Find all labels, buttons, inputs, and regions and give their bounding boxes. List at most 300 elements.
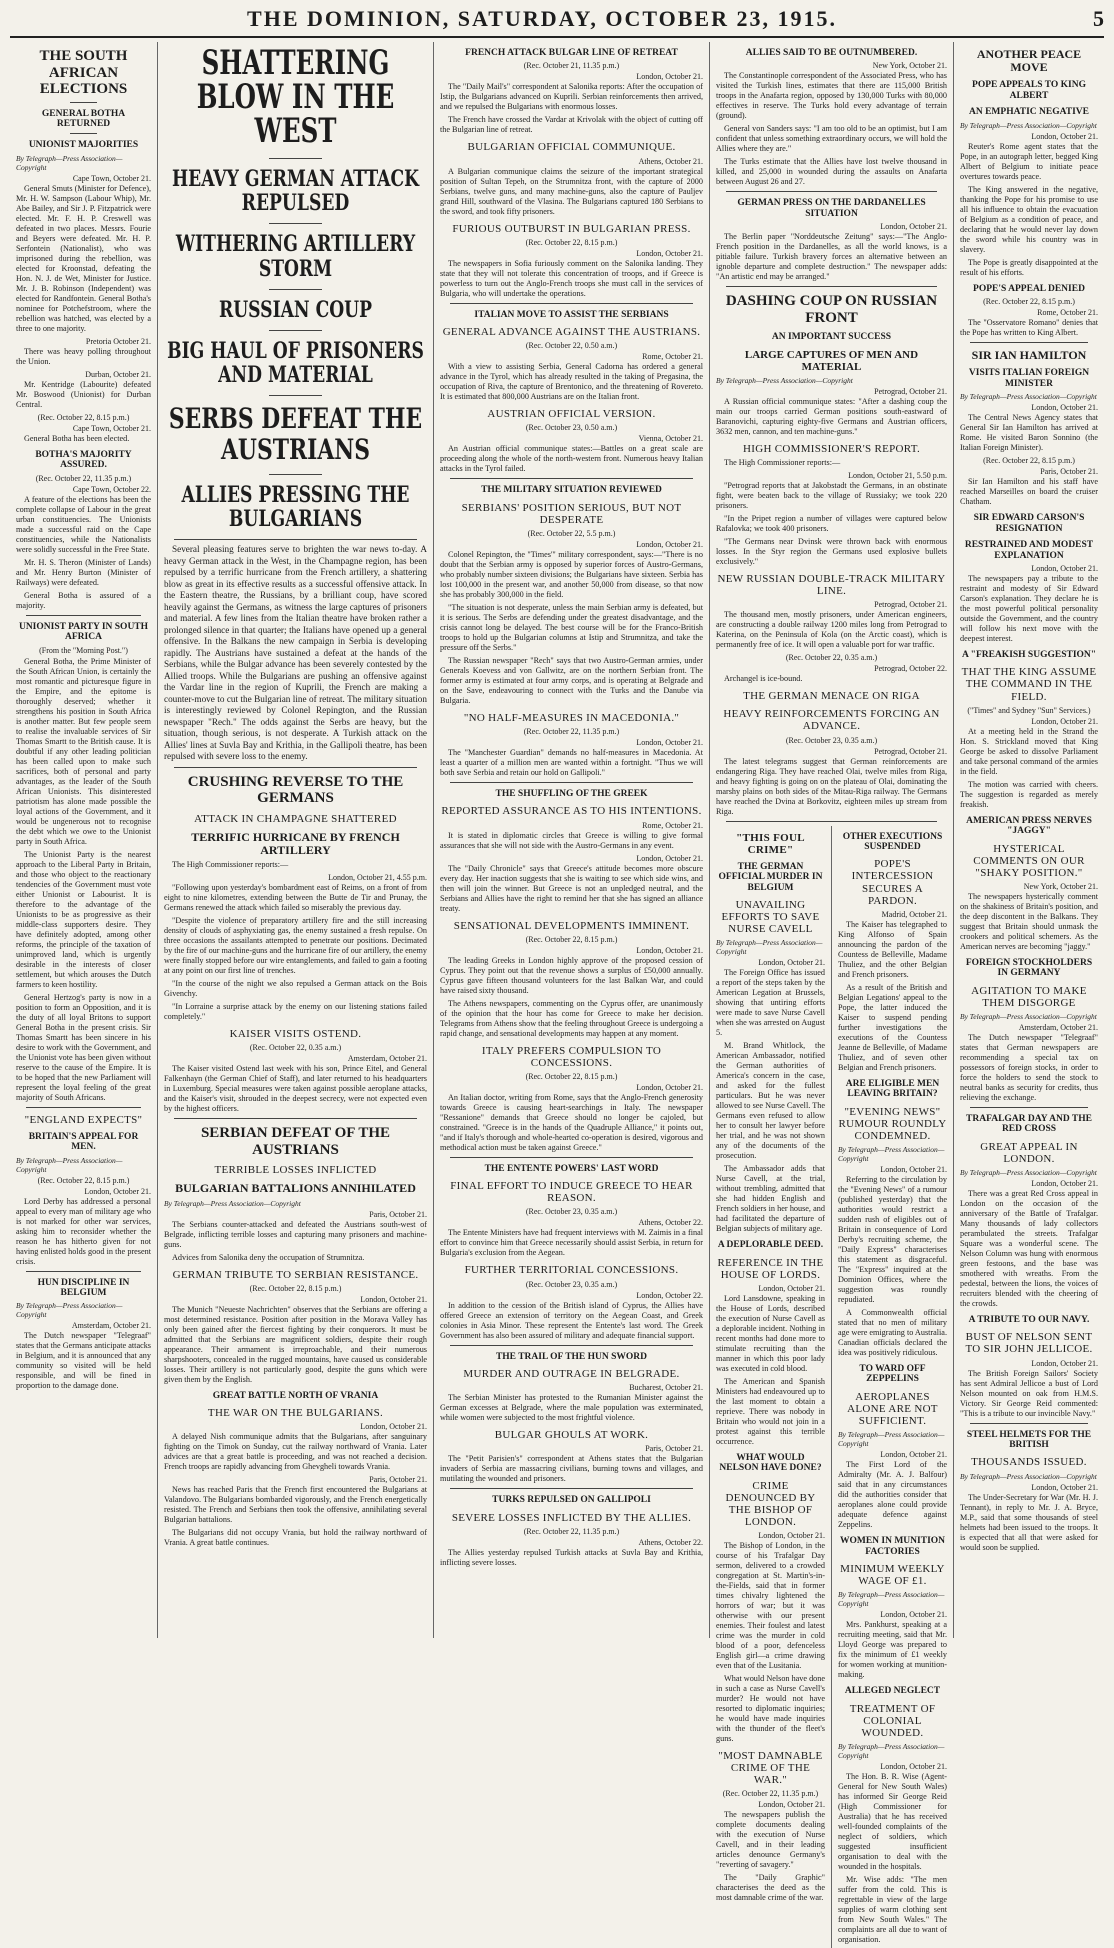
paragraph: "The Germans near Dvinsk were thrown back with enormous losses. In the Styr region the Germans used explosive bullets exclusively." bbox=[716, 537, 947, 567]
subhead: GREAT APPEAL IN LONDON. bbox=[980, 1140, 1078, 1165]
received-time: (Rec. October 23, 0.35 a.m.) bbox=[525, 1207, 618, 1217]
dateline: London, October 21. bbox=[1031, 131, 1098, 141]
paragraph: A Bulgarian communique claims the seizure of the important strategical position of Sultan Tepeh, on the Strumnitza front, with the capture of 2000 Serbians, twelve guns, and many machine-guns, also the capture of Pauljev grand Hill, southward of the Vlasina. The Bulgarians captured 180 Serbians to the sword, and took fifty prisoners. bbox=[440, 166, 703, 216]
subhead: AEROPLANES ALONE ARE NOT SUFFICIENT. bbox=[847, 1390, 938, 1427]
headline: OTHER EXECUTIONS SUSPENDED bbox=[842, 831, 943, 852]
paragraph: The Kaiser has telegraphed to King Alfonso of Spain announcing the pardon of the Countess de Belleville, Madame Thuliez, and the other Belgian and French prisoners. bbox=[838, 919, 947, 979]
deck: HEAVY GERMAN ATTACK REPULSED bbox=[171, 166, 420, 217]
subhead: "NO HALF-MEASURES IN MACEDONIA." bbox=[463, 711, 680, 724]
subhead: ATTACK IN CHAMPAGNE SHATTERED bbox=[194, 812, 397, 825]
dateline: London, October 21. bbox=[636, 72, 703, 82]
divider bbox=[174, 539, 417, 540]
paragraph: General Botha has been elected. bbox=[24, 433, 130, 443]
dateline: Petrograd, October 21. bbox=[874, 746, 947, 756]
divider bbox=[174, 1118, 417, 1119]
dateline: London, October 21. bbox=[758, 1800, 825, 1810]
headline: AMERICAN PRESS NERVES "JAGGY" bbox=[966, 815, 1092, 837]
paragraph: The thousand men, mostly prisoners, under American engineers, are constructing a double railway 1200 miles long from Petrograd to Katerina, on the Peninsula of Kola (on the Arctic coast), which is permanently free of ice. It will open a valuable port for war traffic. bbox=[716, 610, 947, 650]
paragraph: The Dutch newspaper "Telegraaf" states that German newspapers are recommending a special tax on possessors of foreign stocks, in order to force the holders to send the stock to neutral banks as security for credits, thus relieving the exchange. bbox=[960, 1032, 1098, 1102]
column-5 bbox=[954, 42, 1104, 1638]
main-headline: SHATTERING BLOW IN THE WEST bbox=[196, 43, 395, 151]
received-time: (Rec. October 22, 8.15 p.m.) bbox=[983, 456, 1075, 466]
divider bbox=[970, 1107, 1088, 1108]
received-time: (Rec. October 22, 11.35 p.m.) bbox=[35, 473, 132, 483]
subhead: BULGARIAN OFFICIAL COMMUNIQUE. bbox=[467, 141, 676, 154]
column-4 bbox=[710, 42, 954, 1944]
received-time: (Rec. October 23, 0.35 a.m.) bbox=[525, 1279, 618, 1289]
dateline: Paris, October 21. bbox=[645, 1444, 703, 1454]
headline: A "FREAKISH SUGGESTION" bbox=[961, 649, 1097, 660]
divider bbox=[726, 821, 937, 822]
subhead: AGITATION TO MAKE THEM DISGORGE bbox=[971, 984, 1087, 1009]
paragraph: The British Foreign Sailors' Society has sent Admiral Jellicoe a bust of Lord Nelson mounted on oak from H.M.S. Victory. Sir George Reid commented: "This is a tribute to our invincible Navy." bbox=[960, 1368, 1098, 1418]
paragraph: The newspapers publish the complete documents dealing with the execution of Nurse Cavell, and in their leading articles denounce Germany's "reverting of savagery." bbox=[716, 1810, 825, 1870]
paragraph: "In the Pripet region a number of villages were captured below Rafalovka; we took 400 prisoners. bbox=[716, 514, 947, 534]
dateline: London, October 21. bbox=[360, 1422, 427, 1432]
paragraph: What would Nelson have done in such a case as Nurse Cavell's murder? He would not have resorted to diplomatic inquiries; he would have made inquiries with the thunder of the fleet's guns. bbox=[716, 1674, 825, 1744]
wire-credit: By Telegraph—Press Association—Copyright bbox=[838, 1430, 945, 1449]
divider bbox=[450, 1488, 693, 1489]
subhead: AN IMPORTANT SUCCESS bbox=[771, 332, 892, 343]
dateline: Amsterdam, October 21. bbox=[347, 1054, 427, 1064]
paragraph: Advices from Salonika deny the occupation of Strumnitza. bbox=[172, 1252, 365, 1262]
paragraph: An Austrian official communique states:—Battles on a great scale are proceeding along the whole of the north-western front. Numerous heavy Italian attacks in the Tyrol failed. bbox=[440, 444, 703, 474]
paragraph: "Following upon yesterday's bombardment east of Reims, on a front of from eight to nine kilometres, extending between the Butte de Tir and Prunay, the Germans renewed the attack which failed so miserably the previous day. bbox=[164, 883, 427, 913]
executions-column bbox=[831, 826, 947, 1948]
dateline: Bucharest, October 21. bbox=[629, 1383, 703, 1393]
paragraph: Lord Derby has addressed a personal appeal to every man of military age who is not marked for other war services, asking him to reconsider whether the reason he has hitherto given for not having enlisted holds good in the present crisis. bbox=[16, 1196, 151, 1266]
subhead: SENSATIONAL DEVELOPMENTS IMMINENT. bbox=[453, 919, 690, 932]
divider bbox=[450, 782, 693, 783]
paragraph: The "Osservatore Romano" denies that the Pope has written to King Albert. bbox=[960, 318, 1098, 338]
received-time: (Rec. October 22, 0.35 a.m.) bbox=[249, 1043, 342, 1053]
headline: ITALIAN MOVE TO ASSIST THE SERBIANS bbox=[474, 309, 669, 320]
paragraph: General von Sanders says: "I am too old to be an optimist, but I am confident that unless something extraordinary occurs, we will hold the Allies where they are." bbox=[716, 124, 947, 154]
dateline: Pretoria October 21. bbox=[85, 336, 151, 346]
dateline: Petrograd, October 21. bbox=[874, 386, 947, 396]
received-time: (Rec. October 23, 0.35 a.m.) bbox=[785, 735, 878, 745]
received-time: (Rec. October 22, 8.15 p.m.) bbox=[37, 412, 130, 422]
paragraph: As a result of the British and Belgian Legations' appeal to the Pope, the latter induced the Kaiser to suspend pending further investigations the executions of the Countess Jeanne de Belleville, of Madame Thuliez, and of seven other Belgian and French prisoners. bbox=[838, 982, 947, 1072]
paragraph: The "Daily Chronicle" says that Greece's attitude becomes more obscure every day. Her inaction suggests that she is waiting to see which side wins, and then will join the winner. But Greece is not an unpledged neutral, and the Serbians and Allies have the right to remind her that she has signed an alliance treaty. bbox=[440, 863, 703, 913]
divider bbox=[70, 133, 97, 134]
subhead: POPE'S APPEAL DENIED bbox=[973, 283, 1085, 294]
paragraph: The latest telegrams suggest that German reinforcements are endangering Riga. They have reached Olai, twelve miles from Riga, and heavy fighting is going on on the plateau of Olai, dominating the marshy plains on both sides of the Mitau-Riga railway. The Germans have reached the Dvina at Borkovitz, eighteen miles up stream from Riga. bbox=[716, 756, 947, 816]
received-time: (Rec. October 22, 8.15 p.m.) bbox=[525, 1071, 618, 1081]
paragraph: The Kaiser visited Ostend last week with his son, Prince Eitel, and General Falkenhayn (the German Chief of Staff), and later returned to his headquarters in Luxemburg. Special measures were taken against possible aeroplane attacks, and the Kaiser's visit, shrouded in the deepest secrecy, were not expected even by the highest officers. bbox=[164, 1064, 427, 1114]
dateline: London, October 21. bbox=[636, 248, 703, 258]
divider bbox=[726, 191, 937, 192]
received-time: (Rec. October 22, 11.35 p.m.) bbox=[523, 1526, 620, 1536]
divider bbox=[174, 767, 417, 768]
subhead: UNIONIST MAJORITIES bbox=[28, 140, 139, 151]
subhead: THAT THE KING ASSUME THE COMMAND IN THE FIELD. bbox=[961, 666, 1097, 703]
paragraph: With a view to assisting Serbia, General Cadorna has ordered a general advance in the Tyrol, which has already resulted in the taking of Pregasina, the occupation of Riva, the capture of Brentonico, and the threatening of Rovereto. It is estimated that 800,000 Austrians are on the Italian front. bbox=[440, 362, 703, 402]
subhead: LARGE CAPTURES OF MEN AND MATERIAL bbox=[744, 348, 919, 373]
paragraph: The American and Spanish Ministers had endeavoured up to the last moment to obtain a reprieve. There was nobody in Britain who would not join in a protest against this terrible occurrence. bbox=[716, 1376, 825, 1446]
paragraph: The King answered in the negative, thanking the Pope for his promise to use all his influence to obtain the evacuation of Belgium as a condition of peace, and declaring that he would never lay down the sword while his country was in slavery. bbox=[960, 184, 1098, 254]
subhead: ITALY PREFERS COMPULSION TO CONCESSIONS. bbox=[481, 1044, 662, 1069]
paragraph: The Russian newspaper "Rech" says that two Austro-German armies, under Generals Koevess and von Gallwitz, are on the northern Serbian front. The former army is estimated at four army corps, and is operating at Belgrade and on the Save, endeavouring to connect with the Turks and the Danube via Bulgaria. bbox=[440, 655, 703, 705]
divider bbox=[269, 223, 322, 224]
wire-credit: By Telegraph—Press Association—Copyright bbox=[16, 1155, 123, 1174]
headline: THE TRAIL OF THE HUN SWORD bbox=[495, 1351, 648, 1362]
paragraph: Mr. Wise adds: "The men suffer from the cold. This is regrettable in view of the large supplies of warm clothing sent from New South Wales." The complaints are all due to want of organisation. bbox=[838, 1874, 947, 1944]
headline: TURKS REPULSED ON GALLIPOLI bbox=[492, 1495, 651, 1506]
wire-credit: By Telegraph—Press Association—Copyright bbox=[838, 1741, 945, 1760]
subhead: HEAVY REINFORCEMENTS FORCING AN ADVANCE. bbox=[723, 708, 940, 733]
subhead: FINAL EFFORT TO INDUCE GREECE TO HEAR REASON. bbox=[450, 1180, 693, 1205]
paragraph: "In Lorraine a surprise attack by the enemy on our listening stations failed completely." bbox=[164, 1002, 427, 1022]
masthead bbox=[10, 6, 1104, 38]
paragraph: A delayed Nish communique admits that the Bulgarians, after sanguinary fighting on the Timok on Sunday, cut the railway northward of Vrania. Later advices are that a great battle is proceeding, and was not reached a decision. French troops are rapidly advancing from Ghevgheli towards Vrania. bbox=[164, 1432, 427, 1472]
page-number: 5 bbox=[1093, 6, 1104, 31]
paragraph: The "Daily Mail's" correspondent at Salonika reports: After the occupation of Istip, the Bulgarians advanced on Kuprili. Serbian reinforcements then arrived, and we repulsed the Bulgarians with enormous losses. bbox=[440, 82, 703, 112]
divider bbox=[450, 478, 693, 479]
paragraph: "Petrograd reports that at Jakobstadt the Germans, in an obstinate fight, were beaten back to the village of Russiaky; we took 220 prisoners. bbox=[716, 481, 947, 511]
dateline: New York, October 21. bbox=[872, 61, 947, 71]
column-2 bbox=[158, 42, 434, 1638]
received-time: (Rec. October 22, 8.15 p.m.) bbox=[249, 1283, 342, 1293]
received-time: (Rec. October 21, 11.35 p.m.) bbox=[523, 61, 620, 71]
paragraph: The "Manchester Guardian" demands no half-measures in Macedonia. At least a quarter of a million men are wanted within a fortnight. "Thus we will both save Serbia and retain our hold on Gallipoli." bbox=[440, 747, 703, 777]
paragraph: The High Commissioner reports:— bbox=[724, 458, 841, 468]
headline: CRUSHING REVERSE TO THE GERMANS bbox=[187, 773, 404, 807]
received-time: (Rec. October 23, 0.50 a.m.) bbox=[525, 423, 618, 433]
dateline: Paris, October 21. bbox=[1040, 467, 1098, 477]
paragraph: The Allies yesterday repulsed Turkish attacks at Suvla Bay and Krithia, inflicting severe losses. bbox=[440, 1547, 703, 1567]
subhead: GENERAL BOTHA RETURNED bbox=[41, 108, 126, 129]
dateline: London, October 21. bbox=[880, 222, 947, 232]
headline: "THIS FOUL CRIME" bbox=[736, 831, 805, 856]
dateline: London, October 21. bbox=[880, 1761, 947, 1771]
dateline: London, October 21, 5.50 p.m. bbox=[848, 471, 947, 481]
paragraph: The motion was carried with cheers. The suggestion is regarded as merely freakish. bbox=[960, 779, 1098, 809]
subhead: "MOST DAMNABLE CRIME OF THE WAR." bbox=[718, 1750, 823, 1787]
subhead: TERRIBLE LOSSES INFLICTED bbox=[214, 1164, 377, 1177]
paragraph: The newspapers hysterically comment on the shakiness of Britain's position, and the deep discontent in the Balkans. They suggest that Britain should unmask the crookers and political schemers. As the American nerves are becoming "jaggy." bbox=[960, 891, 1098, 951]
paragraph: The Ambassador adds that Nurse Cavell, at the trial, without trembling, admitted that she had hidden English and French soldiers in her house, and had facilitated the departure of Belgian subjects of military age. bbox=[716, 1164, 825, 1234]
dateline: London, October 21. bbox=[880, 1610, 947, 1620]
divider bbox=[70, 102, 97, 103]
wire-credit: By Telegraph—Press Association—Copyright bbox=[838, 1590, 945, 1609]
divider bbox=[269, 395, 322, 396]
dateline: London, October 21. bbox=[758, 1531, 825, 1541]
columns bbox=[10, 42, 1104, 1944]
headline: ARE ELIGIBLE MEN LEAVING BRITAIN? bbox=[845, 1078, 940, 1100]
paragraph: At a meeting held in the Strand the Hon. S. Strickland moved that King George be asked to dissolve Parliament and take personal command of the armies in the field. bbox=[960, 726, 1098, 776]
subhead: CRIME DENOUNCED BY THE BISHOP OF LONDON. bbox=[725, 1479, 816, 1529]
dateline: Cape Town, October 21. bbox=[72, 423, 151, 433]
paragraph: There was heavy polling throughout the Union. bbox=[16, 346, 151, 366]
headline: THE SOUTH AFRICAN ELECTIONS bbox=[39, 48, 128, 97]
subhead: NEW RUSSIAN DOUBLE-TRACK MILITARY LINE. bbox=[717, 573, 946, 598]
paragraph: "The situation is not desperate, unless the main Serbian army is defeated, but it is serious. The Serbs are defending under the greatest disadvantage, and the crisis cannot long be delayed. The best course will be for the Franco-British troops to hold up the Bulgarian columns at Istip and Strumnitza, and take the pressure off the Serbs." bbox=[440, 602, 703, 652]
subhead: GENERAL ADVANCE AGAINST THE AUSTRIANS. bbox=[442, 326, 701, 339]
paragraph: The Central News Agency states that General Sir Ian Hamilton has arrived at Rome. He visited Baron Sonnino (the Italian Foreign Minister). bbox=[960, 413, 1098, 453]
paragraph: The newspapers in Sofia furiously comment on the Salonika landing. They state that they will not tolerate this concentration of troops, and if Greece is powerless to turn out the Anglo-French troops she must call in the services of Bulgaria, who will undertake the operations. bbox=[440, 258, 703, 298]
wire-credit: By Telegraph—Press Association—Copyright bbox=[716, 938, 823, 957]
paragraph: M. Brand Whitlock, the American Ambassador, notified the German authorities of America's concern in the case, and asked for the fullest particulars. But he was never allowed to see Nurse Cavell. The Germans even refused to allow her to consult her lawyer before her trial, and he was not shown any of the documents of the prosecution. bbox=[716, 1041, 825, 1161]
dateline: London, October 21, 4.55 p.m. bbox=[328, 873, 427, 883]
paragraph: The Bulgarians did not occupy Vrania, but hold the railway northward of Vrania. A great battle continues. bbox=[164, 1528, 427, 1548]
subhead: A DEPLORABLE DEED. bbox=[717, 1240, 824, 1251]
dateline: Amsterdam, October 21. bbox=[71, 1321, 151, 1331]
split-section bbox=[716, 826, 947, 1948]
subhead: TREATMENT OF COLONIAL WOUNDED. bbox=[849, 1702, 936, 1739]
headline: ANOTHER PEACE MOVE bbox=[976, 47, 1082, 75]
dateline: London, October 22. bbox=[636, 1290, 703, 1300]
lead-summary bbox=[164, 544, 427, 763]
dateline: London, October 21. bbox=[636, 539, 703, 549]
divider bbox=[269, 330, 322, 331]
headline: STEEL HELMETS FOR THE BRITISH bbox=[966, 1429, 1092, 1450]
paragraph: The "Petit Parisien's" correspondent at Athens states that the Bulgarian invaders of Serbia are massacring civilians, burning towns and villages, and mutilating the wounded and prisoners. bbox=[440, 1454, 703, 1484]
cavell-column bbox=[716, 826, 825, 1948]
source-note: (From the "Morning Post.") bbox=[39, 645, 128, 655]
dateline: Vienna, October 21. bbox=[638, 434, 703, 444]
divider bbox=[26, 615, 141, 616]
divider bbox=[269, 474, 322, 475]
dateline: London, October 21. bbox=[1031, 716, 1098, 726]
subhead: KAISER VISITS OSTEND. bbox=[229, 1028, 362, 1041]
paragraph: The Bishop of London, in the course of his Trafalgar Day sermon, delivered to a crowded congregation at St. Martin's-in-the-Fields, said that in former times chivalry lightened the horrors of war; but it was otherwise with our present enemies. Their foulest and latest crime was the murder in cold blood of a poor, defenceless English girl—a crime drawing even that of the Lusitania. bbox=[716, 1541, 825, 1671]
headline: "ENGLAND EXPECTS" bbox=[24, 1113, 143, 1126]
paragraph: A feature of the elections has been the complete collapse of Labour in the great urban constituencies. The Unionists made a successful raid on the Cape constituencies, while the Nationalists were solidly successful in the Free State. bbox=[16, 494, 151, 554]
paragraph: General Smuts (Minister for Defence), Mr. H. W. Sampson (Labour Whip), Mr. Abe Bailey, and Sir J. P. Fitzpatrick were elected. Mr. F. H. P. Creswell was defeated in two places. Messrs. Fourie and Beyers were defeated. Mr. H. P. Serfontein (Nationalist), who was imprisoned during the rebellion, was elected for Kroonstad, defeating the Hon. N. J. de Wet, Minister for Justice. Mr. J. B. Robinson (Independent) was elected for Randfontein. General Botha's nominee for Potchefstroom, where the rebellion was hatched, was elected by a three to one majority. bbox=[16, 183, 151, 333]
paragraph: The Entente Ministers have had frequent interviews with M. Zaimis in a final effort to convince him that Greece necessarily should assist Serbia, in return for Bulgaria's exclusion from the Aegean. bbox=[440, 1228, 703, 1258]
subhead: TERRIFIC HURRICANE BY FRENCH ARTILLERY bbox=[191, 829, 400, 858]
dateline: London, October 21. bbox=[1031, 1178, 1098, 1188]
subhead: FURTHER TERRITORIAL CONCESSIONS. bbox=[464, 1264, 679, 1277]
paragraph: Several pleasing features serve to brighten the war news to-day. A heavy German attack in the West, in the Champagne region, has been repulsed by a terrific hurricane from the French artillery, a shattering blow as great in its effective results as a successful offensive attack. In the Eastern theatre, the Russians, by a brilliant coup, have scored heavily against the Germans, as witness the large captures of prisoners and material. A few lines from the Italian theatre have broken rather a prolonged silence in that quarter; the Italians have opened up a general offensive. In the Balkans the new campaign in Serbia is developing rapidly. The Austrians have sustained a defeat at the hands of the Serbians, while the Bulgar advance has been severely contested by the Allied troops. While the Bulgarians are pushing an offensive against the Vardar line in the region of Kuprili, the French are making a counter-move to cut the Bulgarian line of retreat. The military situation is interestingly reviewed by Colonel Repington, and the Russian newspaper "Rech." The odds against the Serbs are heavy, but the situation, though serious, is not desperate. A Turkish attack on the Allies' lines at Suvla Bay and Krithia, in the Gallipoli theatre, has been repulsed with severe loss to the enemy. bbox=[164, 544, 427, 762]
paragraph: The Serbian Minister has protested to the Rumanian Minister against the German excesses at Belgrade, where the male population was exterminated, while women were subjected to the most frightful violence. bbox=[440, 1393, 703, 1423]
paragraph: The Turks estimate that the Allies have lost twelve thousand in killed, and 25,000 in wounded during the assaults on Anafarta between August 26 and 27. bbox=[716, 157, 947, 187]
headline: WOMEN IN MUNITION FACTORIES bbox=[839, 1536, 946, 1557]
dateline: London, October 21. bbox=[636, 945, 703, 955]
subhead: POPE'S INTERCESSION SECURES A PARDON. bbox=[851, 858, 934, 907]
paragraph: News has reached Paris that the French first encountered the Bulgarians at Valandovo. The Bulgarians bombarded vigorously, and the French energetically resisted. The French and Serbians then took the offensive, annihilating several Bulgarian battalions. bbox=[164, 1485, 427, 1525]
subhead: GREAT BATTLE NORTH OF VRANIA bbox=[212, 1390, 379, 1401]
subhead: SERBIANS' POSITION SERIOUS, BUT NOT DESPERATE bbox=[461, 501, 682, 526]
subhead: FURIOUS OUTBURST IN BULGARIAN PRESS. bbox=[452, 222, 691, 235]
dateline: Petrograd, October 21. bbox=[874, 600, 947, 610]
received-time: (Rec. October 22, 8.15 p.m.) bbox=[37, 1175, 130, 1185]
subhead: RESTRAINED AND MODEST EXPLANATION bbox=[964, 540, 1094, 561]
dateline: London, October 21. bbox=[1031, 1358, 1098, 1368]
dateline: Athens, October 22. bbox=[638, 1218, 703, 1228]
paragraph: The French have crossed the Vardar at Krivolak with the object of cutting off the Bulgarian line of retreat. bbox=[440, 115, 703, 135]
wire-credit: By Telegraph—Press Association—Copyright bbox=[960, 1167, 1097, 1177]
dateline: London, October 21. bbox=[1031, 563, 1098, 573]
subhead: THE GERMAN OFFICIAL MURDER IN BELGIUM bbox=[718, 861, 823, 893]
dateline: Cape Town, October 21. bbox=[72, 173, 151, 183]
headline: THE MILITARY SITUATION REVIEWED bbox=[481, 485, 662, 496]
received-time: (Rec. October 22, 0.35 a.m.) bbox=[785, 653, 878, 663]
dateline: Rome, October 21. bbox=[642, 352, 703, 362]
paragraph: The Berlin paper "Norddeutsche Zeitung" says:—"The Anglo-French position in the Dardanelles, as all the world knows, is a pitiable failure. Turkish bravery forces an alternative between an ignoble departure and complete destruction." The newspaper adds: "An artistic end may be arranged." bbox=[716, 232, 947, 282]
paragraph: "In the course of the night we also repulsed a German attack on the Bois Givenchy. bbox=[164, 979, 427, 999]
paragraph: Lord Lansdowne, speaking in the House of Lords, described the execution of Nurse Cavell as a deplorable incident. Nothing in recent months had done more to stimulate recruiting than the manner in which this poor lady was executed in cold blood. bbox=[716, 1293, 825, 1373]
dateline: London, October 21. bbox=[880, 1164, 947, 1174]
subhead: REFERENCE IN THE HOUSE OF LORDS. bbox=[717, 1256, 824, 1281]
dateline: London, October 21. bbox=[880, 1450, 947, 1460]
paragraph: The Constantinople correspondent of the Associated Press, who has visited the Turkish lines, estimates that there are 115,000 British troops in the Anafarta region, opposed by 130,000 Turks with 80,000 effectives in reserve. The Turks hold every advantage of terrain (ground). bbox=[716, 71, 947, 121]
paragraph: Sir Ian Hamilton and his staff have reached Marseilles on board the cruiser Chatham. bbox=[960, 477, 1098, 507]
paragraph: A Russian official communique states: "After a dashing coup the main our troops carried German positions south-eastward of Baranovichi, capturing eighty-five Germans and Austrian officers, 3632 men, cannon, and ten machine-guns." bbox=[716, 396, 947, 436]
dateline: Madrid, October 21. bbox=[881, 909, 947, 919]
subhead: BOTHA'S MAJORITY ASSURED. bbox=[35, 449, 132, 471]
dateline: Rome, October 21. bbox=[1037, 308, 1098, 318]
dateline: London, October 21. bbox=[758, 958, 825, 968]
dateline: Durban, October 21. bbox=[85, 369, 151, 379]
dateline: Rome, October 21. bbox=[642, 820, 703, 830]
paragraph: "Despite the violence of preparatory artillery fire and the still increasing density of clouds of asphyxiating gas, the enemy sustained a fresh repulse. On three occasions the assailants attempted to penetrate our positions. Decimated by the fire of our machine-guns and the hurricane fire of our artillery, the enemy were finally stopped before our wire entanglements, and failed to gain a footing at any point on our first line of trenches. bbox=[164, 916, 427, 976]
headline: SIR IAN HAMILTON bbox=[971, 348, 1087, 363]
headline: DASHING COUP ON RUSSIAN FRONT bbox=[725, 293, 938, 326]
paragraph: The Unionist Party is the nearest approach to the Liberal Party in Britain, and those who object to the reactionary tendencies of the Government must vote either Unionist or Labourist. It is therefore to the advantage of the Unionists to be as progressive as their middle-class supporters desire. They have definitely adopted, among other reforms, the principle of the taxation of unimproved land, which is urgently desirable in the interests of closer settlement, but which arouses the Dutch farmers to keen hostility. bbox=[16, 849, 151, 989]
wire-credit: By Telegraph—Press Association—Copyright bbox=[960, 120, 1097, 130]
wire-credit: By Telegraph—Press Association—Copyright bbox=[960, 1011, 1097, 1021]
paragraph: The Hon. B. R. Wise (Agent-General for New South Wales) has informed Sir George Reid (High Commissioner for Australia) that he has received well-founded complaints of the neglect of soldiers, which suggested insufficient organisation to deal with the wounded in the hospitals. bbox=[838, 1771, 947, 1871]
headline: FRENCH ATTACK BULGAR LINE OF RETREAT bbox=[465, 48, 678, 58]
subhead: BRITAIN'S APPEAL FOR MEN. bbox=[28, 1131, 139, 1153]
headline: THE GERMAN MENACE ON RIGA bbox=[743, 690, 920, 703]
divider bbox=[450, 303, 693, 304]
subhead: MINIMUM WEEKLY WAGE OF £1. bbox=[840, 1562, 945, 1588]
subhead: REPORTED ASSURANCE AS TO HIS INTENTIONS. bbox=[441, 805, 702, 818]
dateline: London, October 21. bbox=[1031, 403, 1098, 413]
subhead: AUSTRIAN OFFICIAL VERSION. bbox=[487, 408, 656, 421]
paragraph: The newspapers pay a tribute to the restraint and modesty of Sir Edward Carson's explanation. They declare he is the most powerful political personality outside the Government, and the country will follow his next move with the deepest interest. bbox=[960, 573, 1098, 643]
paragraph: Mrs. Pankhurst, speaking at a recruiting meeting, said that Mr. Lloyd George was prepared to fix the minimum of £1 weekly for women working at munition-making. bbox=[838, 1620, 947, 1680]
subhead: AN EMPHATIC NEGATIVE bbox=[969, 107, 1089, 118]
divider bbox=[726, 286, 937, 287]
received-time: (Rec. October 22, 0.50 a.m.) bbox=[525, 341, 618, 351]
headline: THE ENTENTE POWERS' LAST WORD bbox=[484, 1163, 659, 1174]
column-3 bbox=[434, 42, 710, 1638]
dateline: Athens, October 21. bbox=[638, 156, 703, 166]
divider bbox=[26, 1107, 141, 1108]
subhead: HIGH COMMISSIONER'S REPORT. bbox=[743, 442, 920, 455]
headline: HUN DISCIPLINE IN BELGIUM bbox=[37, 1277, 130, 1298]
deck: BIG HAUL OF PRISONERS AND MATERIAL bbox=[167, 337, 424, 389]
divider bbox=[450, 1345, 693, 1346]
headline: TO WARD OFF ZEPPELINS bbox=[859, 1363, 926, 1385]
dateline: London, October 21. bbox=[636, 1082, 703, 1092]
paragraph: Colonel Repington, the "Times'" military correspondent, says:—"There is no doubt that the Serbian army is opposed by superior forces of Austro-Germans, who probably number sixteen divisions; the Bulgarians have sixteen. Serbia has lost 100,000 in the present war, and another 50,000 from disease, so that now she has probably 300,000 in the field. bbox=[440, 549, 703, 599]
paragraph: The Pope is greatly disappointed at the result of his efforts. bbox=[960, 257, 1098, 277]
subhead: GERMAN TRIBUTE TO SERBIAN RESISTANCE. bbox=[172, 1268, 419, 1281]
paragraph: The "Daily Graphic" characterises the deed as the most damnable crime of the war. bbox=[716, 1873, 825, 1903]
headline: ALLIES SAID TO BE OUTNUMBERED. bbox=[745, 48, 918, 58]
subhead: SEVERE LOSSES INFLICTED BY THE ALLIES. bbox=[451, 1511, 692, 1524]
column-1 bbox=[10, 42, 158, 1638]
wire-credit: By Telegraph—Press Association—Copyright bbox=[838, 1144, 945, 1163]
paragraph: The Athens newspapers, commenting on the Cyprus offer, are unanimously of the opinion that the hour has come for Greece to make her decision. Telegrams from Athens show that the feeling throughout Greece is undergoing a rapid change, and sensational developments may happen at any moment. bbox=[440, 998, 703, 1038]
paragraph: Reuter's Rome agent states that the Pope, in an autograph letter, begged King Albert of Belgium to initiate peace overtures towards peace. bbox=[960, 141, 1098, 181]
headline: FOREIGN STOCKHOLDERS IN GERMANY bbox=[965, 957, 1093, 979]
masthead-title: THE DOMINION, SATURDAY, OCTOBER 23, 1915. bbox=[247, 6, 837, 31]
headline: GERMAN PRESS ON THE DARDANELLES SITUATION bbox=[737, 198, 926, 219]
divider bbox=[269, 289, 322, 290]
wire-credit: By Telegraph—Press Association—Copyright bbox=[16, 153, 123, 172]
paragraph: General Hertzog's party is now in a position to form an Opposition, and it is the duty of all loyal Britons to support General Botha in the present crisis. Sir Thomas Smartt has been sincere in his desire to work with the Government, and the Unionist vote has been given without reserve to the cause of the Empire. It is to be hoped that the new Parliament will represent the loyal feeling of the great majority of South Africans. bbox=[16, 992, 151, 1102]
paragraph: The Serbians counter-attacked and defeated the Austrians south-west of Belgrade, inflicting terrible losses and capturing many prisoners and machine-guns. bbox=[164, 1219, 427, 1249]
paragraph: The High Commissioner reports:— bbox=[172, 860, 289, 870]
paragraph: The Under-Secretary for War (Mr. H. J. Tennant), in reply to Mr. J. A. Bryce, M.P., said that some thousands of steel helmets had been issued to the troops. It is expected that all that were asked for would soon be supplied. bbox=[960, 1492, 1098, 1552]
dateline: Paris, October 21. bbox=[369, 1209, 427, 1219]
received-time: (Rec. October 22, 5.5 p.m.) bbox=[527, 528, 616, 538]
subhead: THOUSANDS ISSUED. bbox=[971, 1456, 1087, 1469]
divider bbox=[970, 1423, 1088, 1424]
paragraph: General Botha is assured of a majority. bbox=[16, 590, 151, 610]
headline: TRAFALGAR DAY AND THE RED CROSS bbox=[966, 1113, 1092, 1135]
subhead: VISITS ITALIAN FOREIGN MINISTER bbox=[968, 368, 1090, 389]
received-time: (Rec. October 22, 8.15 p.m.) bbox=[983, 297, 1075, 307]
dateline: London, October 21. bbox=[84, 1186, 151, 1196]
received-time: (Rec. October 22, 11.35 p.m.) bbox=[722, 1789, 819, 1799]
subhead: BULGAR GHOULS AT WORK. bbox=[494, 1429, 649, 1442]
headline: ALLEGED NEGLECT bbox=[844, 1686, 941, 1697]
dateline: London, October 21. bbox=[758, 1283, 825, 1293]
dateline: Cape Town, October 22. bbox=[72, 484, 151, 494]
paragraph: A Commonwealth official stated that no men of military age were emigrating to Australia. Canadian officials declared the idea was positively ridiculous. bbox=[838, 1307, 947, 1357]
paragraph: Mr. H. S. Theron (Minister of Lands) and Mr. Henry Burton (Minister of Railways) were defeated. bbox=[16, 557, 151, 587]
dateline: London, October 21. bbox=[636, 853, 703, 863]
headline: THE SHUFFLING OF THE GREEK bbox=[495, 788, 648, 799]
paragraph: An Italian doctor, writing from Rome, says that the Anglo-French generosity towards Greece is causing heart-searchings in Italy. The newspaper "Ressanione" demands that Greece should no longer be cajoled, but constrained. "Greece is in the hands of the Quadruple Alliance," it points out, "and if Italy's thorough and whole-hearted co-operation is desired, vigorous and methodical action must be taken against Greece." bbox=[440, 1092, 703, 1152]
paragraph: The First Lord of the Admiralty (Mr. A. J. Balfour) said that in any circumstances did the authorities consider that aeroplanes alone could provide adequate defence against Zeppelins. bbox=[838, 1460, 947, 1530]
received-time: (Rec. October 22, 8.15 p.m.) bbox=[525, 237, 618, 247]
headline: UNIONIST PARTY IN SOUTH AFRICA bbox=[18, 621, 149, 643]
dateline: London, October 21. bbox=[1031, 1482, 1098, 1492]
paragraph: Referring to the circulation by the "Evening News" of a rumour (published yesterday) that the authorities would restrict a sudden rush of eligibles out of Britain in consequence of Lord Derby's recruiting scheme, the "Daily Express" characterises this statement as disgraceful. The "Express" inquired at the Dominion Offices, where the suggestion was roundly repudiated. bbox=[838, 1174, 947, 1304]
divider bbox=[269, 158, 322, 159]
deck: SERBS DEFEAT THE AUSTRIANS bbox=[168, 402, 423, 467]
paragraph: In addition to the cession of the British island of Cyprus, the Allies have offered Greece an extension of territory on the Aegean Coast, and Greek colonies in Asia Minor. These represent the Entente's last word. The Greek Government has also been assured of military and adequate financial support. bbox=[440, 1300, 703, 1340]
subhead: POPE APPEALS TO KING ALBERT bbox=[972, 80, 1086, 101]
subhead: WHAT WOULD NELSON HAVE DONE? bbox=[719, 1452, 822, 1474]
paragraph: The leading Greeks in London highly approve of the proposed cession of Cyprus. They point out that the revenue shows a surplus of £50,000 annually. Cyprus gave fifteen thousand volunteers for the last Balkan War, and could have raised sixty thousand. bbox=[440, 955, 703, 995]
dateline: London, October 21. bbox=[360, 1294, 427, 1304]
dateline: New York, October 21. bbox=[1023, 881, 1098, 891]
subhead: "EVENING NEWS" RUMOUR ROUNDLY CONDEMNED. bbox=[838, 1105, 947, 1142]
subhead: MURDER AND OUTRAGE IN BELGRADE. bbox=[463, 1367, 680, 1380]
wire-credit: By Telegraph—Press Association—Copyright bbox=[164, 1198, 301, 1208]
received-time: (Rec. October 22, 11.35 p.m.) bbox=[523, 726, 620, 736]
source-note: ("Times" and Sydney "Sun" Services.) bbox=[967, 705, 1091, 715]
subhead: UNAVAILING EFFORTS TO SAVE NURSE CAVELL bbox=[721, 899, 820, 936]
received-time: (Rec. October 22, 8.15 p.m.) bbox=[525, 934, 618, 944]
paragraph: The Munich "Neueste Nachrichten" observes that the Serbians are offering a most determined resistance. Position after position in the Morava Valley has only been gained after the fiercest fighting by their conquerors. It must be admitted that the Serbians are magnificent soldiers, despite their rough appearance. Their armament is irreproachable, and their numerous sharpshooters, concealed in the rugged mountains, have caused us considerable losses. Their artillery is not particularly good, despite the guns which were given them by the English. bbox=[164, 1304, 427, 1384]
paragraph: Archangel is ice-bound. bbox=[724, 674, 803, 684]
divider bbox=[26, 1271, 141, 1272]
subhead: BUST OF NELSON SENT TO SIR JOHN JELLICOE. bbox=[965, 1331, 1093, 1356]
subhead: THE WAR ON THE BULGARIANS. bbox=[207, 1407, 384, 1420]
headline: SERBIAN DEFEAT OF THE AUSTRIANS bbox=[200, 1125, 391, 1158]
headline: A TRIBUTE TO OUR NAVY. bbox=[968, 1314, 1090, 1325]
paragraph: General Botha, the Prime Minister of the South African Union, is certainly the most romantic and picturesque figure in the Empire, and the epitome is thoroughly deserved; whether it strengthens his position in South Africa is another matter. But few people seem to realise the invaluable services of Sir Thomas Smartt to the British cause. It is doubtful if any other leading politician has been called upon to make such sacrifices, both of personal and party advantages, as the leader of the South African Unionists. This disinterested patriotism has alone made possible the loyal actions of the Government, and it would be ungenerous not to recognise the debt which we owe to the Unionist party in South Africa. bbox=[16, 656, 151, 846]
paragraph: It is stated in diplomatic circles that Greece is willing to give formal assurances that she will not side with the Austro-Germans in any event. bbox=[440, 830, 703, 850]
paragraph: There was a great Red Cross appeal in London on the occasion of the anniversary of the Battle of Trafalgar. Many thousands of lady collectors perambulated the streets. Trafalgar Square was a wonderful scene. The Nelson Column was hung with enormous green festoons, and the base was smothered with wreaths. From the pedestal, between the lions, the voices of recruiters blended with the cheering of the crowds. bbox=[960, 1188, 1098, 1308]
dateline: Petrograd, October 22. bbox=[874, 664, 947, 674]
divider bbox=[970, 342, 1088, 343]
dateline: Paris, October 21. bbox=[369, 1475, 427, 1485]
deck: RUSSIAN COUP bbox=[218, 296, 373, 323]
subhead: BULGARIAN BATTALIONS ANNIHILATED bbox=[175, 1181, 416, 1196]
wire-credit: By Telegraph—Press Association—Copyright bbox=[716, 375, 853, 385]
